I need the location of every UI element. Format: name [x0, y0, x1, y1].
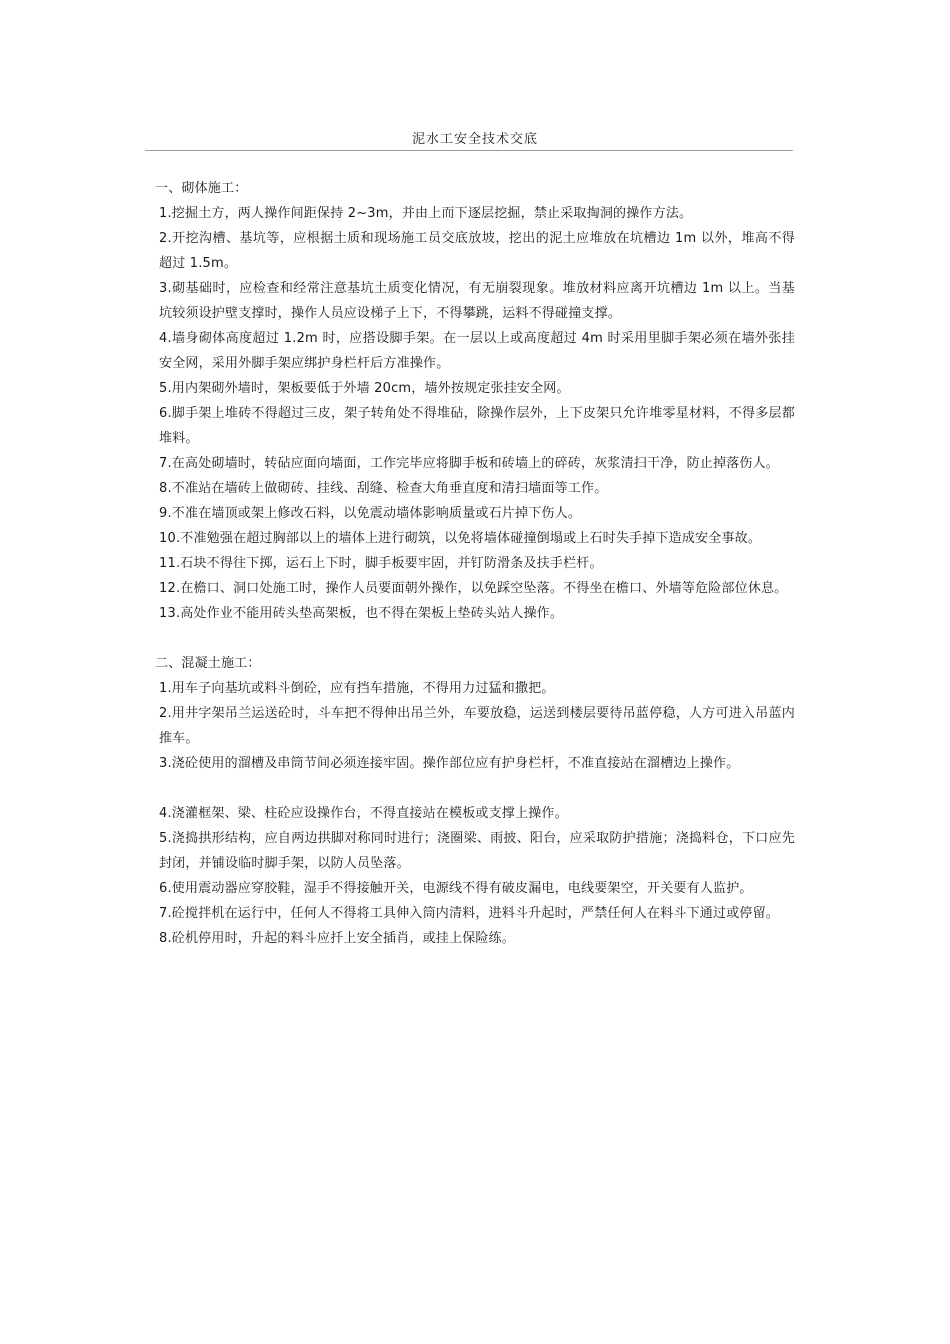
list-item: 2.开挖沟槽、基坑等，应根据土质和现场施工员交底放坡，挖出的泥土应堆放在坑槽边 1m 以外，堆高不得超过 1.5m。 — [159, 231, 795, 271]
list-item: 7.砼搅拌机在运行中，任何人不得将工具伸入筒内清料，进料斗升起时，严禁任何人在料斗下通过或停留。 — [159, 906, 780, 921]
list-item: 12.在檐口、洞口处施工时，操作人员要面朝外操作，以免踩空坠落。不得坐在檐口、外墙等危险部位休息。 — [159, 581, 788, 596]
list-item: 6.脚手架上堆砖不得超过三皮，架子转角处不得堆砧，除操作层外，上下皮架只允许堆零星材料，不得多层都堆料。 — [159, 406, 795, 446]
list-item: 4.浇灌框架、梁、柱砼应设操作台，不得直接站在模板或支撑上操作。 — [159, 806, 568, 821]
list-item: 1.挖掘土方，两人操作间距保持 2~3m，并由上而下逐层挖掘，禁止采取掏洞的操作方法。 — [159, 206, 693, 221]
list-item: 1.用车子向基坑或料斗倒砼，应有挡车措施，不得用力过猛和撒把。 — [159, 681, 555, 696]
list-item: 7.在高处砌墙时，转砧应面向墙面，工作完毕应将脚手板和砖墙上的碎砖，灰浆清扫干净，防止掉落伤人。 — [159, 456, 780, 471]
list-item: 10.不准勉强在超过胸部以上的墙体上进行砌筑，以免将墙体碰撞倒塌或上石时失手掉下造成安全事故。 — [159, 531, 762, 546]
list-item: 3.浇砼使用的溜槽及串筒节间必须连接牢固。操作部位应有护身栏杆，不准直接站在溜槽边上操作。 — [159, 756, 740, 771]
list-item: 4.墙身砌体高度超过 1.2m 时，应搭设脚手架。在一层以上或高度超过 4m 时采用里脚手架必须在墙外张挂安全网，采用外脚手架应绑护身栏杆后方准操作。 — [159, 331, 795, 371]
list-item: 8.砼机停用时，升起的料斗应扦上安全插肖，或挂上保险练。 — [159, 931, 516, 946]
list-item: 3.砌基础时，应检查和经常注意基坑土质变化情况，有无崩裂现象。堆放材料应离开坑槽边 1m 以上。当基坑较须设护壁支撑时，操作人员应设梯子上下，不得攀跳，运料不得碰撞支撑。 — [159, 281, 795, 321]
document-body — [155, 176, 795, 951]
list-item: 5.浇捣拱形结构，应自两边拱脚对称同时进行；浇圈梁、雨披、阳台，应采取防护措施；浇捣料仓，下口应先封闭，并铺设临时脚手架，以防人员坠落。 — [159, 831, 795, 871]
paragraph-spacer — [155, 776, 795, 801]
list-item: 2.用井字架吊兰运送砼时，斗车把不得伸出吊兰外，车要放稳，运送到楼层要待吊蓝停稳，人方可进入吊蓝内推车。 — [159, 706, 795, 746]
list-item: 6.使用震动器应穿胶鞋，湿手不得接触开关，电源线不得有破皮漏电，电线要架空，开关要有人监护。 — [159, 881, 753, 896]
section-heading-masonry: 一、砌体施工： — [155, 181, 248, 196]
section-spacer — [155, 626, 795, 651]
list-item: 11.石块不得往下掷，运石上下时，脚手板要牢固，并钉防滑条及扶手栏杆。 — [159, 556, 603, 571]
page-title: 泥水工安全技术交底 — [411, 132, 538, 147]
list-item: 5.用内架砌外墙时，架板要低于外墙 20cm，墙外按规定张挂安全网。 — [159, 381, 570, 396]
section-heading-concrete: 二、混凝土施工： — [155, 656, 261, 671]
title-divider — [145, 150, 793, 151]
list-item: 8.不准站在墙砖上做砌砖、挂线、刮缝、检查大角垂直度和清扫墙面等工作。 — [159, 481, 608, 496]
list-item: 9.不准在墙顶或架上修改石料，以免震动墙体影响质量或石片掉下伤人。 — [159, 506, 582, 521]
list-item: 13.高处作业不能用砖头垫高架板，也不得在架板上垫砖头站人操作。 — [159, 606, 564, 621]
